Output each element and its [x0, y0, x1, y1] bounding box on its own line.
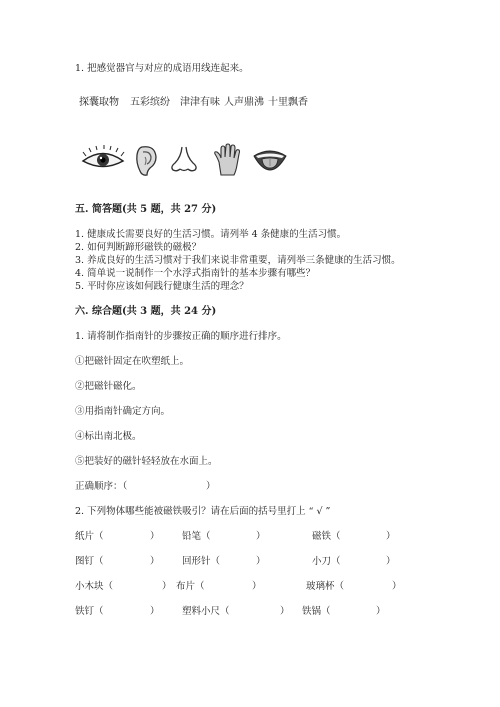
item-paper: 纸片（ [75, 531, 104, 542]
item-magnet-close: ） [386, 531, 396, 542]
item-iron-nail: 铁钉（ [75, 606, 104, 617]
section6-q1-step-5: ⑤把装好的磁针轻轻放在水面上。 [75, 456, 218, 467]
section5-question-4: 4. 简单说一说制作一个水浮式指南针的基本步骤有哪些？ [75, 268, 316, 279]
idiom-2: 五彩缤纷 [130, 97, 170, 108]
item-knife: 小刀（ [312, 556, 341, 567]
section5-heading: 五. 简答题(共 5 题，共 27 分) [75, 204, 217, 215]
section5-question-5: 5. 平时你应该如何践行健康生活的理念？ [75, 281, 249, 292]
item-knife-close: ） [386, 556, 396, 567]
item-glass-close: ） [392, 581, 402, 592]
hand-icon [213, 143, 243, 177]
item-glass: 玻璃杯（ [306, 581, 345, 592]
mouth-tongue-icon [252, 146, 288, 172]
order-answer-close: ） [206, 481, 216, 492]
section6-q1-step-3: ③用指南针确定方向。 [75, 406, 171, 417]
section6-q1-step-2: ②把磁针磁化。 [75, 381, 142, 392]
item-wood-block-close: ） [162, 581, 172, 592]
idiom-3: 津津有味 [180, 97, 220, 108]
item-plastic-ruler: 塑料小尺（ [182, 606, 230, 617]
item-pencil-close: ） [256, 531, 266, 542]
section6-q2-prompt: 2. 下列物体哪些能被磁铁吸引？请在后面的括号里打上 “ √ ” [75, 506, 331, 517]
item-cloth-close: ） [252, 581, 262, 592]
nose-icon [168, 146, 200, 174]
idiom-5: 十里飘香 [268, 97, 308, 108]
item-magnet: 磁铁（ [312, 531, 341, 542]
item-wood-block: 小木块（ [75, 581, 114, 592]
item-thumbtack-close: ） [150, 556, 160, 567]
ear-icon [133, 145, 159, 177]
section5-question-2: 2. 如何判断蹄形磁铁的磁极？ [75, 242, 202, 253]
item-plastic-ruler-close: ） [280, 606, 290, 617]
idiom-1: 探囊取物 [79, 97, 119, 108]
item-iron-pot: 铁锅（ [302, 606, 331, 617]
section5-question-3: 3. 养成良好的生活习惯对于我们来说非常重要，请列举三条健康的生活习惯。 [75, 255, 401, 266]
idiom-4: 人声鼎沸 [224, 97, 264, 108]
item-iron-nail-close: ） [150, 606, 160, 617]
item-paperclip-close: ） [256, 556, 266, 567]
section6-q1-step-1: ①把磁针固定在吹塑纸上。 [75, 356, 190, 367]
q1-title: 1. 把感觉器官与对应的成语用线连起来。 [75, 63, 249, 74]
item-paper-close: ） [150, 531, 160, 542]
section6-q1-step-4: ④标出南北极。 [75, 431, 142, 442]
item-paperclip: 回形针（ [182, 556, 221, 567]
item-pencil: 铅笔（ [182, 531, 211, 542]
eye-icon [80, 145, 126, 175]
section6-q1-prompt: 1. 请将制作指南针的步骤按正确的顺序进行排序。 [75, 331, 287, 342]
section5-question-1: 1. 健康成长需要良好的生活习惯。请列举 4 条健康的生活习惯。 [75, 229, 347, 240]
item-iron-pot-close: ） [376, 606, 386, 617]
order-answer-label: 正确顺序：（ [75, 481, 128, 492]
section6-heading: 六. 综合题(共 3 题，共 24 分) [75, 306, 217, 317]
item-cloth: 布片（ [176, 581, 205, 592]
item-thumbtack: 图钉（ [75, 556, 104, 567]
